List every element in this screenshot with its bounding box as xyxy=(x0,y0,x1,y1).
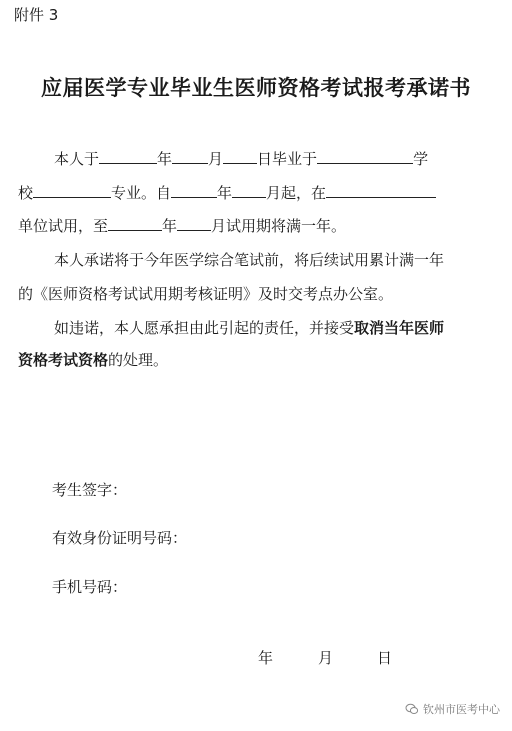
text: 专业。自 xyxy=(111,184,172,202)
text: 的处理。 xyxy=(108,351,169,369)
text: 年 xyxy=(162,217,178,235)
blank-year xyxy=(171,183,217,198)
blank-day xyxy=(223,149,257,164)
para3-line1 xyxy=(18,317,502,338)
blank-year xyxy=(99,149,157,164)
text: 月 xyxy=(208,150,224,168)
bold-text: 取消当年医师 xyxy=(354,319,445,337)
text: 年 xyxy=(157,150,173,168)
para1-line3 xyxy=(18,215,502,236)
blank-month xyxy=(172,149,208,164)
watermark xyxy=(405,701,500,717)
document-title: 应届医学专业毕业生医师资格考试报考承诺书 xyxy=(41,75,471,100)
text: 日毕业于 xyxy=(257,150,318,168)
text: 如违诺，本人愿承担由此引起的责任，并接受 xyxy=(54,319,355,337)
para1-line1 xyxy=(18,148,502,169)
candidate-signature-label: 考生签字： xyxy=(52,481,128,499)
text: 校 xyxy=(18,184,34,202)
blank-major xyxy=(33,183,111,198)
attachment-label: 附件 3 xyxy=(14,6,59,24)
blank-year xyxy=(108,216,162,231)
para2-line2 xyxy=(18,283,502,304)
bold-text: 资格考试资格 xyxy=(18,351,109,369)
para3-line2 xyxy=(18,349,502,370)
text: 月试用期将满一年。 xyxy=(211,217,347,235)
text: 学 xyxy=(413,150,429,168)
blank-month xyxy=(177,216,211,231)
wechat-icon xyxy=(405,702,419,716)
blank-school xyxy=(317,149,413,164)
blank-unit xyxy=(326,183,436,198)
para2-line1 xyxy=(18,249,502,270)
date-day: 日 xyxy=(377,649,393,667)
text: 的《医师资格考试试用期考核证明》及时交考点办公室。 xyxy=(18,285,394,303)
text: 本人承诺将于今年医学综合笔试前，将后续试用累计满一年 xyxy=(54,251,445,269)
phone-label: 手机号码： xyxy=(52,578,128,596)
text: 本人于 xyxy=(54,150,100,168)
blank-month xyxy=(232,183,266,198)
text: 月起，在 xyxy=(266,184,327,202)
para1-line2 xyxy=(18,182,502,203)
text: 单位试用，至 xyxy=(18,217,109,235)
id-number-label: 有效身份证明号码： xyxy=(52,529,188,547)
watermark-text: 钦州市医考中心 xyxy=(423,703,500,716)
date-month: 月 xyxy=(318,649,334,667)
date-year: 年 xyxy=(258,649,274,667)
text: 年 xyxy=(217,184,233,202)
